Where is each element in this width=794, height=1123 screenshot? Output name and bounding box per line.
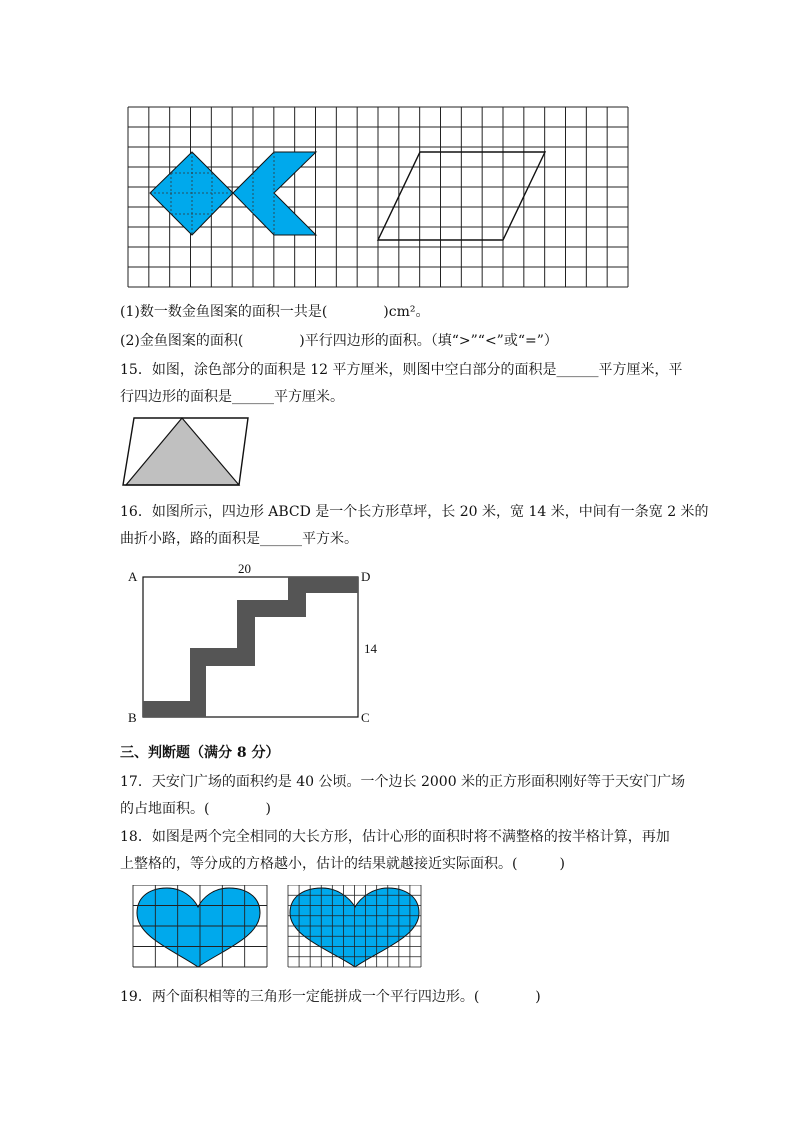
q18-heart-figures [130, 885, 425, 973]
label-a: A [128, 569, 138, 584]
q16-text-line1: 16．如图所示，四边形 ABCD 是一个长方形草坪，长 20 米，宽 14 米，中间有一条宽 2 米的 [120, 504, 709, 520]
q16-rectangle-figure [120, 560, 390, 730]
q19-text: 19．两个面积相等的三角形一定能拼成一个平行四边形。( ) [120, 989, 541, 1005]
q17-text-line2: 的占地面积。( ) [120, 801, 271, 817]
goldfish-shape [150, 152, 316, 235]
q18-text-line2: 上整格的，等分成的方格越小，估计的结果就越接近实际面积。( ) [120, 856, 565, 872]
label-d: D [361, 569, 371, 584]
q18-text-line1: 18．如图是两个完全相同的大长方形，估计心形的面积时将不满整格的按半格计算，再加 [120, 829, 670, 845]
label-b: B [128, 710, 137, 725]
shaded-triangle [126, 418, 239, 485]
label-c: C [361, 710, 370, 725]
q14-sub1: (1)数一数金鱼图案的面积一共是( )cm²。 [120, 304, 430, 320]
q15-text-line1: 15．如图，涂色部分的面积是 12 平方厘米，则图中空白部分的面积是______平方厘米，平 [120, 362, 683, 378]
goldfish-grid-figure [120, 100, 640, 295]
q15-text-line2: 行四边形的面积是______平方厘米。 [120, 389, 344, 405]
section3-title: 三、判断题（满分 8 分） [120, 745, 280, 761]
label-length: 20 [238, 561, 251, 576]
q16-text-line2: 曲折小路，路的面积是______平方米。 [120, 531, 358, 547]
q15-parallelogram-figure [118, 414, 258, 490]
q17-text-line1: 17．天安门广场的面积约是 40 公顷。一个边长 2000 米的正方形面积刚好等于天安门广场 [120, 774, 686, 790]
q14-sub2: (2)金鱼图案的面积( )平行四边形的面积。（填“>”“<”或“=”） [120, 333, 558, 349]
heart-fine-grid [288, 885, 421, 967]
heart-coarse-grid [133, 885, 267, 967]
label-width: 14 [364, 641, 377, 656]
